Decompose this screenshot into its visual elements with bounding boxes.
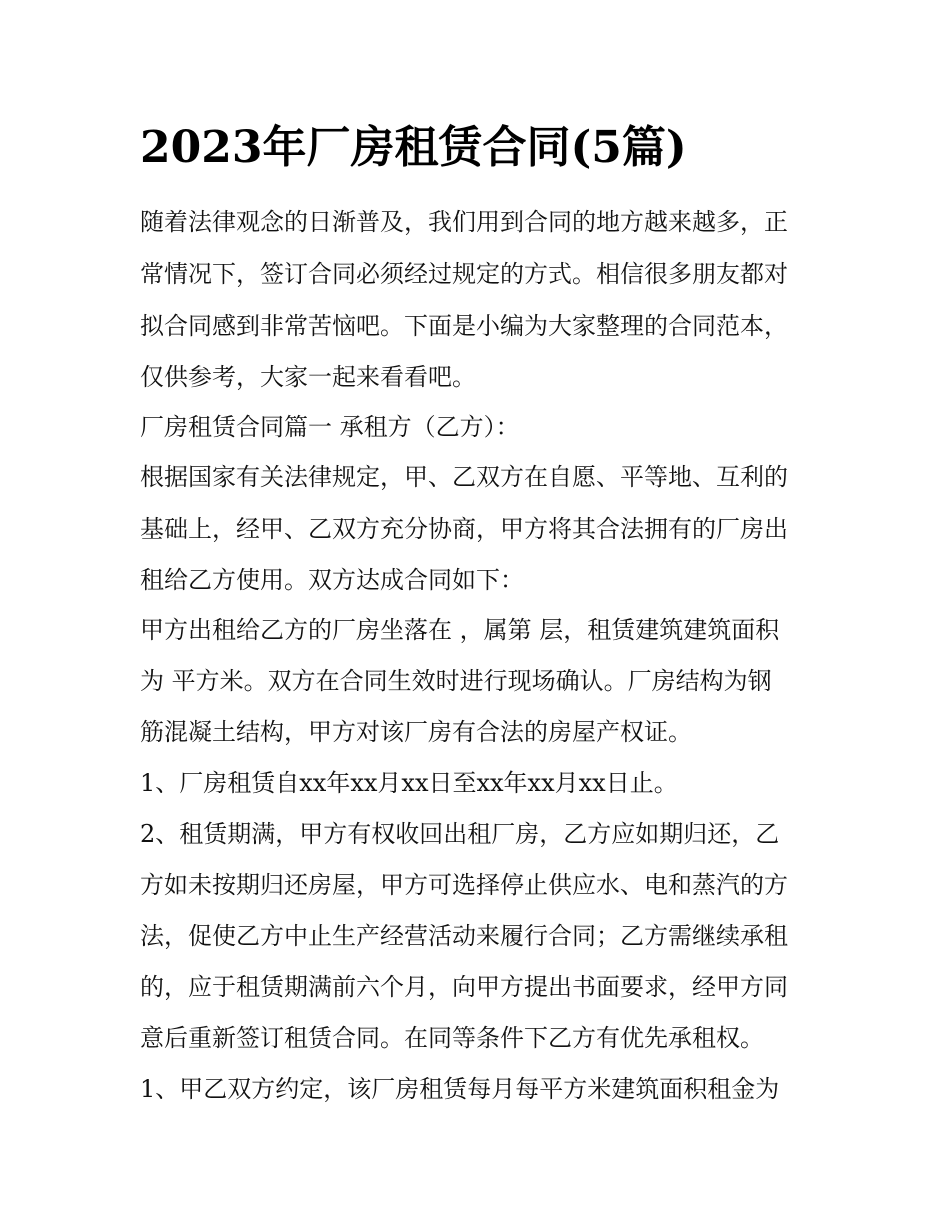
clause-line: 法，促使乙方中止生产经营活动来履行合同；乙方需继续承租 (140, 922, 788, 950)
clause-line: 意后重新签订租赁合同。在同等条件下乙方有优先承租权。 (140, 1024, 764, 1052)
intro-line-3: 拟合同感到非常苦恼吧。下面是小编为大家整理的合同范本， (140, 312, 788, 340)
paragraph-line: 基础上，经甲、乙双方充分协商，甲方将其合法拥有的厂房出 (140, 515, 788, 543)
intro-line-2: 常情况下，签订合同必须经过规定的方式。相信很多朋友都对 (140, 260, 788, 288)
clause-line: 1、厂房租赁自xx年xx月xx日至xx年xx月xx日止。 (140, 769, 678, 797)
paragraph-line: 租给乙方使用。双方达成合同如下： (140, 566, 524, 594)
paragraph-line: 甲方出租给乙方的厂房坐落在 ，属第 层，租赁建筑建筑面积 (140, 616, 780, 644)
clause-line: 的，应于租赁期满前六个月，向甲方提出书面要求，经甲方同 (140, 973, 788, 1001)
paragraph-line: 筋混凝土结构，甲方对该厂房有合法的房屋产权证。 (140, 718, 692, 746)
clause-line: 方如未按期归还房屋，甲方可选择停止供应水、电和蒸汽的方 (140, 871, 788, 899)
paragraph-line: 根据国家有关法律规定，甲、乙双方在自愿、平等地、互利的 (140, 463, 788, 491)
intro-line-4: 仅供参考，大家一起来看看吧。 (140, 363, 476, 391)
clause-line: 1、甲乙双方约定，该厂房租赁每月每平方米建筑面积租金为 (140, 1075, 780, 1103)
intro-line-1: 随着法律观念的日渐普及，我们用到合同的地方越来越多，正 (140, 208, 788, 236)
clause-line: 2、租赁期满，甲方有权收回出租厂房，乙方应如期归还，乙 (140, 820, 780, 848)
section-heading: 厂房租赁合同篇一 承租方（乙方）： (140, 413, 520, 441)
document-title: 2023年厂房租赁合同(5篇) (140, 122, 687, 173)
paragraph-line: 为 平方米。双方在合同生效时进行现场确认。厂房结构为钢 (140, 667, 772, 695)
